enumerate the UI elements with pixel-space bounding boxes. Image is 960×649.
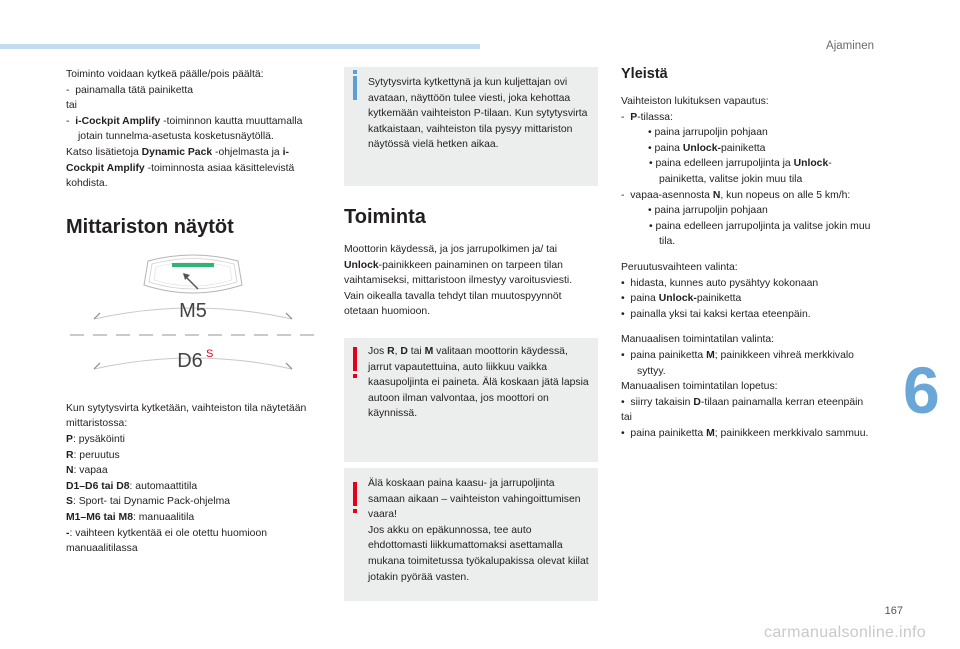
warning-1-text: Jos R, D tai M valitaan moottorin käydessä, jarrut vapautettuina, auto liikkuu vaikka kaasupoljinta ei paineta. Älä koskaan jätä lapsia autoon ilman valvontaa, jos moottori on käynnissä. [368,345,589,420]
selector-gauge-icon [144,255,242,293]
manual-title: Manuaalisen toimintatilan valinta: [621,334,775,346]
warning-icon [353,347,357,371]
display-d6-text: D6 [177,349,203,372]
legend-item: N: vapaa [66,465,108,477]
chapter-number: 6 [903,353,940,427]
manual-end-title: Manuaalisen toimintatilan lopetus: [621,381,778,393]
heading-yleista: Yleistä [621,66,668,82]
warning-2-text-1: Älä koskaan paina kaasu- ja jarrupoljinta samaan aikaan – vaihteiston vahingoittumisen vaara! [368,477,581,521]
warning-box-1 [344,338,598,462]
manual-end-step: • paina painiketta M; painikkeen merkkivalo sammuu. [621,427,869,439]
more-info-text: Katso lisätietoja Dynamic Pack -ohjelmasta ja i-Cockpit Amplify -toiminnosta asiaa käsittelevistä kohdista. [66,146,295,190]
heading-toiminta: Toiminta [344,206,426,228]
p-step: • paina edelleen jarrupoljinta ja Unlock-painiketta, valitse jokin muu tila [649,158,832,185]
warning-icon [353,482,357,506]
manual-step: • paina painiketta M; painikkeen vihreä merkkivalo syttyy. [621,349,854,377]
column-right [621,66,875,441]
column-middle [344,67,598,601]
reverse-step: • painalla yksi tai kaksi kertaa eteenpäin. [621,308,811,320]
p-step: • paina Unlock-painiketta [648,142,766,154]
or-text: tai [621,412,632,424]
header-accent-bar [0,44,480,49]
operation-text: Moottorin käydessä, ja jos jarrupolkimen ja/ tai Unlock-painikkeen painaminen on tarpeen tilan vaihtamiseksi, mittaristoon ilmestyy varoitusviesti. [344,244,573,287]
chapter-tab [905,350,960,435]
p-step: • paina jarrupoljin pohjaan [648,127,768,139]
intro-text: Toiminto voidaan kytkeä päälle/pois päältä: [66,69,264,80]
option-button: - painamalla tätä painiketta [66,84,194,96]
legend-item: D1–D6 tai D8: automaattitila [66,480,198,492]
legend-item: P: pysäköinti [66,433,125,445]
legend-item: S: Sport- tai Dynamic Pack-ohjelma [66,496,231,508]
legend-item: M1–M6 tai M8: manuaalitila [66,511,195,523]
section-label: Ajaminen [826,40,874,52]
page-number: 167 [884,605,903,617]
info-box [344,67,598,186]
heading-mittariston-naytot: Mittariston näytöt [66,215,234,238]
display-s-text: S [206,347,214,360]
or-text: tai [66,100,77,112]
n-step: • paina edelleen jarrupoljinta ja valitse jokin muu tila. [649,220,871,248]
manual-end-step: • siirry takaisin D-tilaan painamalla kerran eteenpäin [621,396,864,408]
warning-2-text-2: Jos akku on epäkunnossa, tee auto ehdottomasti liikkumattomaksi asettamalla mukana toimitetussa työkalupakissa olevat kiilat jotakin pyörää vasten. [368,524,589,583]
display-m5-text: M5 [179,299,207,322]
legend-list [66,432,320,557]
operation-note: Vain oikealla tavalla tehdyt tilan muutospyynnöt otetaan huomioon. [344,290,562,318]
display-m5 [94,300,292,322]
unlock-title: Vaihteiston lukituksen vapautus: [621,96,769,107]
option-cockpit: - i-Cockpit Amplify -toiminnon kautta muuttamalla jotain tunnelma-asetusta kosketusnäytöllä. [66,115,303,143]
reverse-step: • hidasta, kunnes auto pysähtyy kokonaan [621,277,819,289]
n-mode-line: - vapaa-asennosta N, kun nopeus on alle 5 km/h: [621,189,851,201]
p-mode-line: - P-tilassa: [621,111,673,123]
column-left [66,67,320,557]
watermark: carmanualsonline.info [764,624,926,641]
n-step: • paina jarrupoljin pohjaan [648,205,768,217]
info-box-text: Sytytysvirta kytkettynä ja kun kuljettajan ovi avataan, näyttöön tulee viesti, joka kehottaa kytkemään vaihteiston P-tilaan. Kun sytytysvirta katkaistaan, vaihteiston tila pysyy mittariston näytössä vielä hetken aikaa. [368,77,588,151]
gearbox-display-illustration [66,249,320,389]
reverse-title: Peruutusvaihteen valinta: [621,261,738,273]
legend-intro: Kun sytytysvirta kytketään, vaihteiston tila näytetään mittaristossa: [66,402,307,430]
display-d6s [94,348,292,372]
info-icon [353,76,357,100]
legend-item: -: vaihteen kytkentää ei ole otettu huomioon manuaalitilassa [66,527,268,555]
reverse-step: • paina Unlock-painiketta [621,293,742,305]
warning-box-2 [344,468,598,601]
legend-item: R: peruutus [66,449,120,461]
